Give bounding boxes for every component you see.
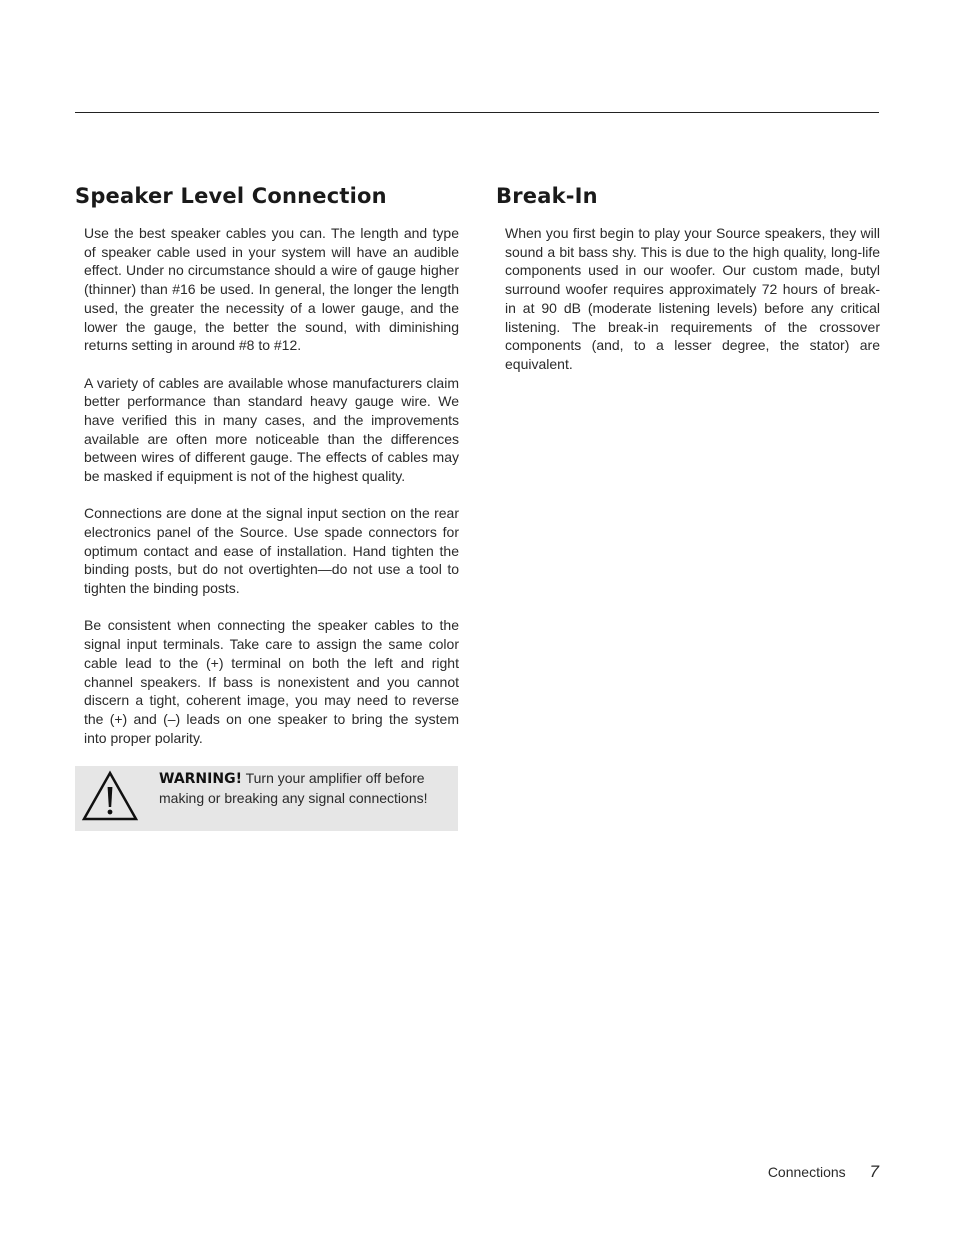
paragraph: When you first begin to play your Source speakers, they will sound a bit bass shy. This is due to the high quality, long-life components used in our woofer. Our custom made, butyl surround woofer requires approximately 72 hours of break-in at 90 dB (moderate listening levels) before any critical listening. The break-in requirements of the crossover components (and, to a lesser degree, the stator) are equivalent. — [505, 225, 880, 372]
page-number: 7 — [869, 1162, 879, 1181]
paragraph: Connections are done at the signal input section on the rear electronics panel of the Source. Use spade connectors for optimum contact and ease of installation. Hand tighten the binding posts, but do not overtighten—do not use a tool to tighten the binding posts. — [84, 505, 459, 597]
right-column — [496, 184, 880, 392]
page-footer — [768, 1162, 879, 1182]
section-heading-break-in: Break-In — [496, 184, 598, 208]
warning-text — [159, 769, 439, 809]
section-heading-speaker-level-connection: Speaker Level Connection — [75, 184, 387, 208]
warning-triangle-icon — [81, 770, 139, 822]
paragraph: Use the best speaker cables you can. The length and type of speaker cable used in your system will have an audible effect. Under no circumstance should a wire of gauge higher (thinner) than #16 be used. In general, the longer the length used, the greater the necessity of a lower gauge, and the lower the gauge, the better the sound, with diminishing returns setting in around #8 to #12. — [84, 225, 459, 354]
right-column-body — [496, 224, 880, 374]
warning-message: Turn your amplifier off before making or breaking any signal connections! — [159, 769, 428, 807]
paragraph: Be consistent when connecting the speaker cables to the signal input terminals. Take care to assign the same color cable lead to the (+) terminal on both the left and right channel speakers. If bass is nonexistent and you cannot discern a tight, coherent image, you may need to reverse the (+) and (–) leads on one speaker to bring the system into proper polarity. — [84, 617, 459, 746]
left-column — [75, 184, 459, 831]
warning-label: WARNING! — [159, 770, 242, 787]
paragraph: A variety of cables are available whose manufacturers claim better performance than standard heavy gauge wire. We have verified this in many cases, and the improvements available are often more noticeable than the differences between wires of different gauge. The effects of cables may be masked if equipment is not of the highest quality. — [84, 374, 459, 485]
left-column-body — [75, 224, 459, 747]
footer-section-name: Connections — [767, 1164, 846, 1180]
warning-box — [75, 766, 458, 831]
header-rule — [75, 112, 879, 113]
